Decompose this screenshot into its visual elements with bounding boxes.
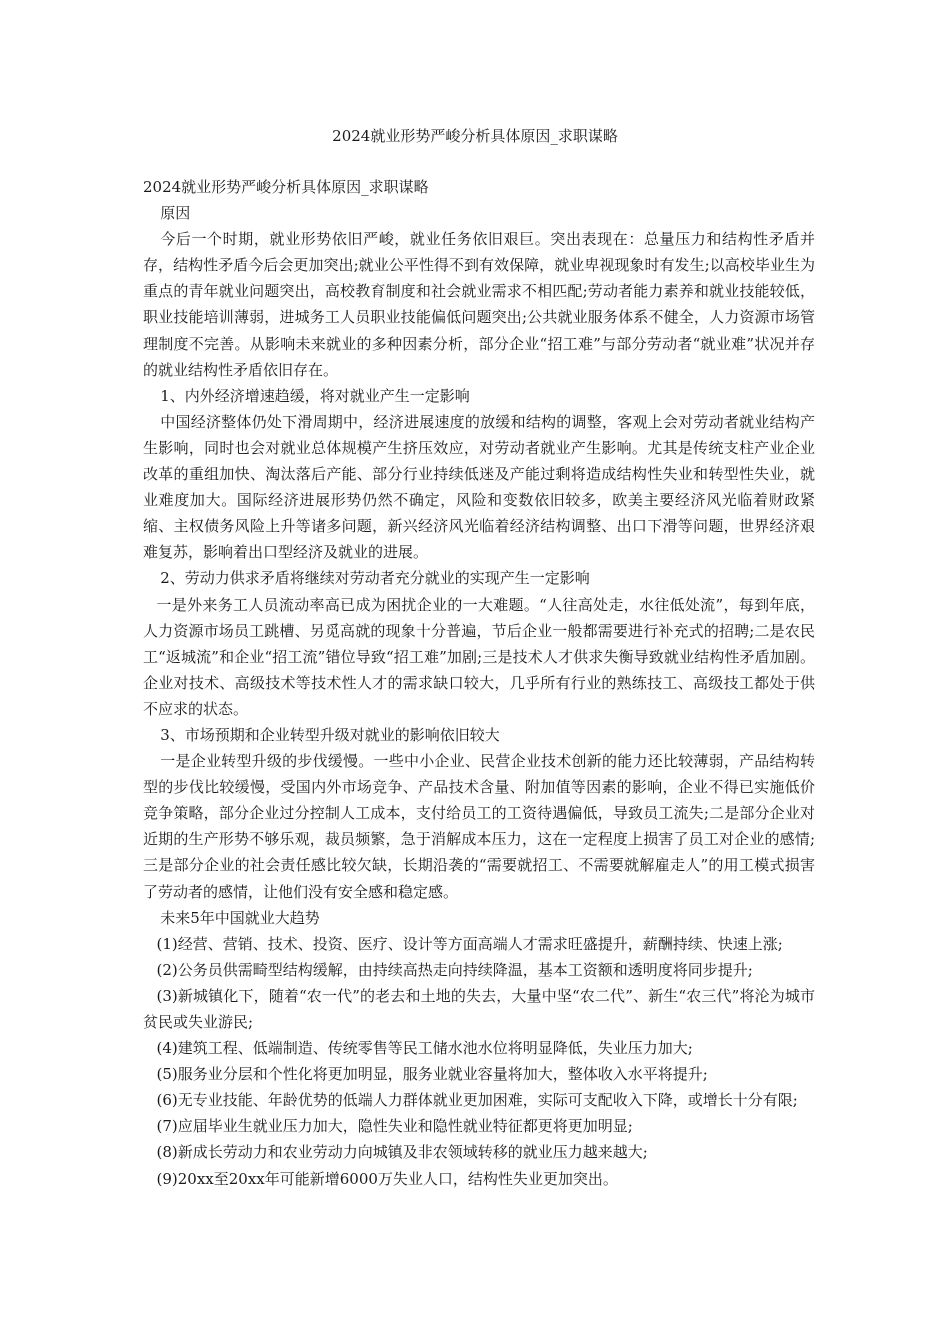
trend-item: (6)无专业技能、年龄优势的低端人力群体就业更加困难，实际可支配收入下降，或增长十分有限; bbox=[156, 1091, 798, 1110]
trend-item: (9)20xx至20xx年可能新增6000万失业人口，结构性失业更加突出。 bbox=[156, 1169, 618, 1188]
paragraph-2: 一是外来务工人员流动率高已成为困扰企业的一大难题。“人往高处走，水往低处流”，每到年底，人力资源市场员工跳槽、另觅高就的现象十分普遍，节后企业一般都需要进行补充式的招聘;二是农民工“返城流”和企业“招工流”错位导致“招工难”加剧;三是技术人才供求失衡导致就业结构性矛盾加剧。企业对技术、高级技术等技术性人才的需求缺口较大，几乎所有行业的熟练技工、高级技工都处于供不应求的状态。 bbox=[143, 595, 815, 718]
trend-item: (2)公务员供需畸型结构缓解，由持续高热走向持续降温，基本工资额和透明度将同步提升; bbox=[156, 960, 753, 979]
trend-item: (7)应届毕业生就业压力加大，隐性失业和隐性就业特征都更将更加明显; bbox=[156, 1117, 633, 1136]
trend-item: (5)服务业分层和个性化将更加明显，服务业就业容量将加大，整体收入水平将提升; bbox=[156, 1065, 708, 1084]
paragraph-1: 中国经济整体仍处下滑周期中，经济进展速度的放缓和结构的调整，客观上会对劳动者就业结构产生影响，同时也会对就业总体规模产生挤压效应，对劳动者就业产生影响。尤其是传统支柱产业企业改革的重组加快、淘汰落后产能、部分行业持续低迷及产能过剩将造成结构性失业和转型性失业，就业难度加大。国际经济进展形势仍然不确定，风险和变数依旧较多，欧美主要经济风光临着财政紧缩、主权债务风险上升等诸多问题，新兴经济风光临着经济结构调整、出口下滑等问题，世界经济艰难复苏，影响着出口型经济及就业的进展。 bbox=[143, 412, 815, 562]
section-heading-1: 1、内外经济增速趋缓，将对就业产生一定影响 bbox=[160, 386, 470, 405]
paragraph-intro: 今后一个时期，就业形势依旧严峻，就业任务依旧艰巨。突出表现在：总量压力和结构性矛盾并存，结构性矛盾今后会更加突出;就业公平性得不到有效保障，就业卑视现象时有发生;以高校毕业生为重点的青年就业问题突出，高校教育制度和社会就业需求不相匹配;劳动者能力素养和就业技能较低，职业技能培训薄弱，进城务工人员职业技能偏低问题突出;公共就业服务体系不健全，人力资源市场管理制度不完善。从影响未来就业的多种因素分析，部分企业“招工难”与部分劳动者“就业难”状况并存的就业结构性矛盾依旧存在。 bbox=[143, 230, 815, 379]
document-body bbox=[143, 174, 815, 1192]
paragraph-3: 一是企业转型升级的步伐缓慢。一些中小企业、民营企业技术创新的能力还比较薄弱，产品结构转型的步伐比较缓慢，受国内外市场竞争、产品技术含量、附加值等因素的影响，企业不得已实施低价竞争策略，部分企业过分控制人工成本，支付给员工的工资待遇偏低，导致员工流失;二是部分企业对近期的生产形势不够乐观，裁员频繁，急于消解成本压力，这在一定程度上损害了员工对企业的感情;三是部分企业的社会责任感比较欠缺，长期沿袭的“需要就招工、不需要就解雇走人”的用工模式损害了劳动者的感情，让他们没有安全感和稳定感。 bbox=[143, 752, 815, 901]
page-title: 2024就业形势严峻分析具体原因_求职谋略 bbox=[332, 127, 618, 145]
section-heading-trends: 未来5年中国就业大趋势 bbox=[160, 908, 320, 927]
trend-item: (3)新城镇化下，随着“农一代”的老去和土地的失去，大量中坚“农二代”、新生“农三代”将沦为城市贫民或失业游民; bbox=[143, 986, 815, 1031]
trend-item: (8)新成长劳动力和农业劳动力向城镇及非农领域转移的就业压力越来越大; bbox=[156, 1143, 648, 1162]
trend-item: (4)建筑工程、低端制造、传统零售等民工储水池水位将明显降低，失业压力加大; bbox=[156, 1039, 693, 1058]
trend-item: (1)经营、营销、技术、投资、医疗、设计等方面高端人才需求旺盛提升，薪酬持续、快速上涨; bbox=[156, 934, 783, 953]
document-subtitle: 2024就业形势严峻分析具体原因_求职谋略 bbox=[143, 178, 429, 196]
section-heading-cause: 原因 bbox=[160, 204, 191, 223]
section-heading-3: 3、市场预期和企业转型升级对就业的影响依旧较大 bbox=[160, 725, 500, 744]
section-heading-2: 2、劳动力供求矛盾将继续对劳动者充分就业的实现产生一定影响 bbox=[160, 569, 590, 588]
